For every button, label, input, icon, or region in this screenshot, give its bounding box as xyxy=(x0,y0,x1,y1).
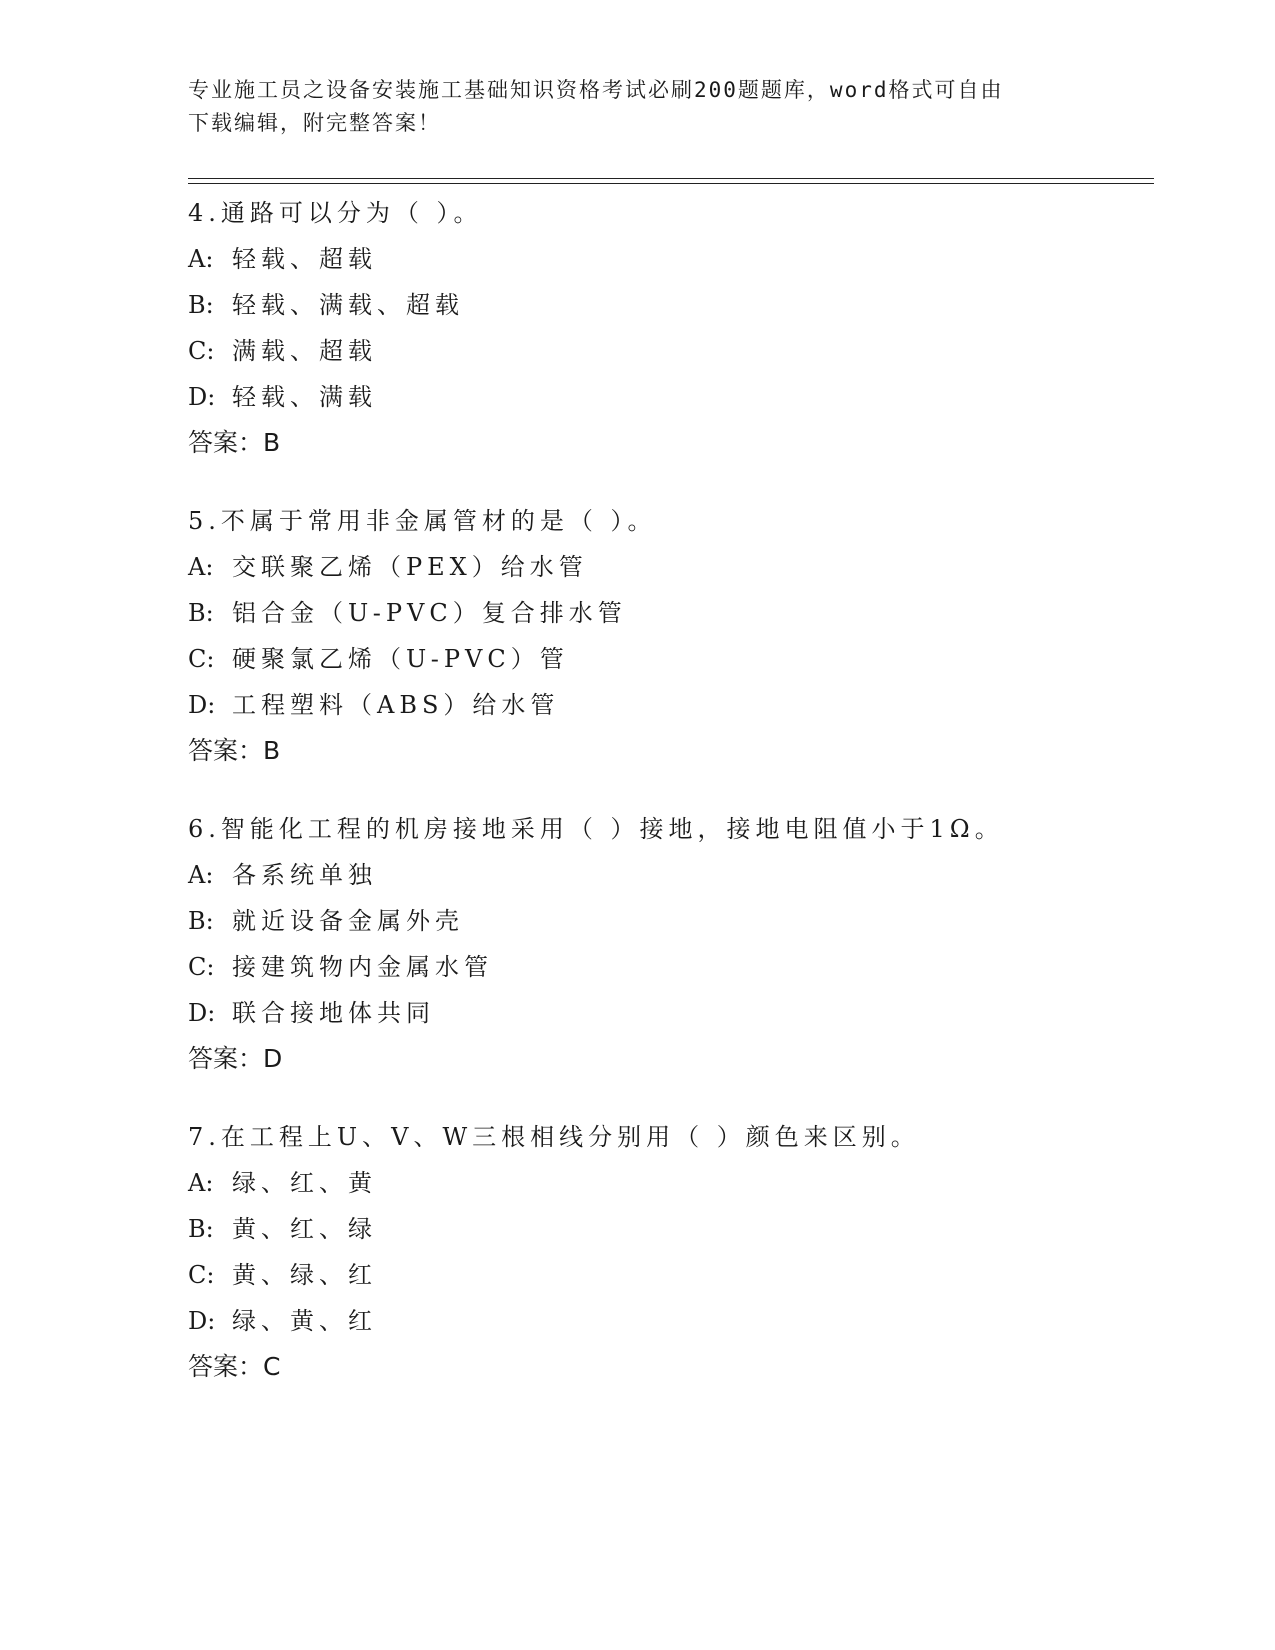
answer: 答案：B xyxy=(188,428,281,457)
option-a xyxy=(188,1160,1148,1206)
option-text: 黄、红、绿 xyxy=(232,1215,377,1243)
option-text: 黄、绿、红 xyxy=(232,1261,377,1289)
option-text: 轻载、超载 xyxy=(232,245,377,273)
option-d xyxy=(188,682,1148,728)
option-c xyxy=(188,636,1148,682)
option-letter: D: xyxy=(188,383,216,411)
option-text: 交联聚乙烯（PEX）给水管 xyxy=(232,553,588,581)
header-divider-bottom xyxy=(188,183,1154,184)
answer: 答案：D xyxy=(188,1044,283,1073)
option-a xyxy=(188,852,1148,898)
option-text: 铝合金（U-PVC）复合排水管 xyxy=(232,599,627,627)
option-text: 硬聚氯乙烯（U-PVC）管 xyxy=(232,645,569,673)
option-a xyxy=(188,544,1148,590)
option-text: 轻载、满载 xyxy=(232,383,377,411)
question-stem: 6.智能化工程的机房接地采用（ ）接地，接地电阻值小于1Ω。 xyxy=(188,815,1004,843)
header-line-2: 下载编辑，附完整答案！ xyxy=(188,111,441,135)
question-4 xyxy=(188,190,1148,466)
option-letter: A: xyxy=(188,245,214,273)
option-letter: C: xyxy=(188,337,215,365)
option-letter: D: xyxy=(188,999,216,1027)
option-text: 工程塑料（ABS）给水管 xyxy=(232,691,560,719)
option-letter: D: xyxy=(188,691,216,719)
option-letter: D: xyxy=(188,1307,216,1335)
question-6 xyxy=(188,806,1148,1082)
question-list xyxy=(188,190,1148,1422)
option-b xyxy=(188,282,1148,328)
option-c xyxy=(188,944,1148,990)
option-text: 就近设备金属外壳 xyxy=(232,907,464,935)
option-text: 轻载、满载、超载 xyxy=(232,291,464,319)
option-letter: B: xyxy=(188,599,214,627)
question-7 xyxy=(188,1114,1148,1390)
answer: 答案：B xyxy=(188,736,281,765)
option-text: 各系统单独 xyxy=(232,861,377,889)
option-b xyxy=(188,590,1148,636)
option-b xyxy=(188,898,1148,944)
option-letter: A: xyxy=(188,553,214,581)
question-stem: 5.不属于常用非金属管材的是（ ）。 xyxy=(188,507,657,535)
option-letter: B: xyxy=(188,1215,214,1243)
answer: 答案：C xyxy=(188,1352,281,1381)
document-header xyxy=(188,74,1068,140)
header-divider-top xyxy=(188,178,1154,179)
option-d xyxy=(188,990,1148,1036)
option-d xyxy=(188,1298,1148,1344)
option-d xyxy=(188,374,1148,420)
option-text: 绿、黄、红 xyxy=(232,1307,377,1335)
option-letter: A: xyxy=(188,861,214,889)
option-letter: C: xyxy=(188,1261,215,1289)
question-5 xyxy=(188,498,1148,774)
option-text: 联合接地体共同 xyxy=(232,999,435,1027)
option-letter: C: xyxy=(188,953,215,981)
question-stem: 7.在工程上U、V、W三根相线分别用（ ）颜色来区别。 xyxy=(188,1123,920,1151)
question-stem: 4.通路可以分为（ ）。 xyxy=(188,199,483,227)
option-c xyxy=(188,328,1148,374)
option-letter: B: xyxy=(188,291,214,319)
option-a xyxy=(188,236,1148,282)
option-text: 绿、红、黄 xyxy=(232,1169,377,1197)
option-letter: B: xyxy=(188,907,214,935)
option-text: 满载、超载 xyxy=(232,337,377,365)
option-text: 接建筑物内金属水管 xyxy=(232,953,493,981)
option-b xyxy=(188,1206,1148,1252)
option-letter: C: xyxy=(188,645,215,673)
header-line-1: 专业施工员之设备安装施工基础知识资格考试必刷200题题库，word格式可自由 xyxy=(188,78,1004,102)
option-c xyxy=(188,1252,1148,1298)
option-letter: A: xyxy=(188,1169,214,1197)
